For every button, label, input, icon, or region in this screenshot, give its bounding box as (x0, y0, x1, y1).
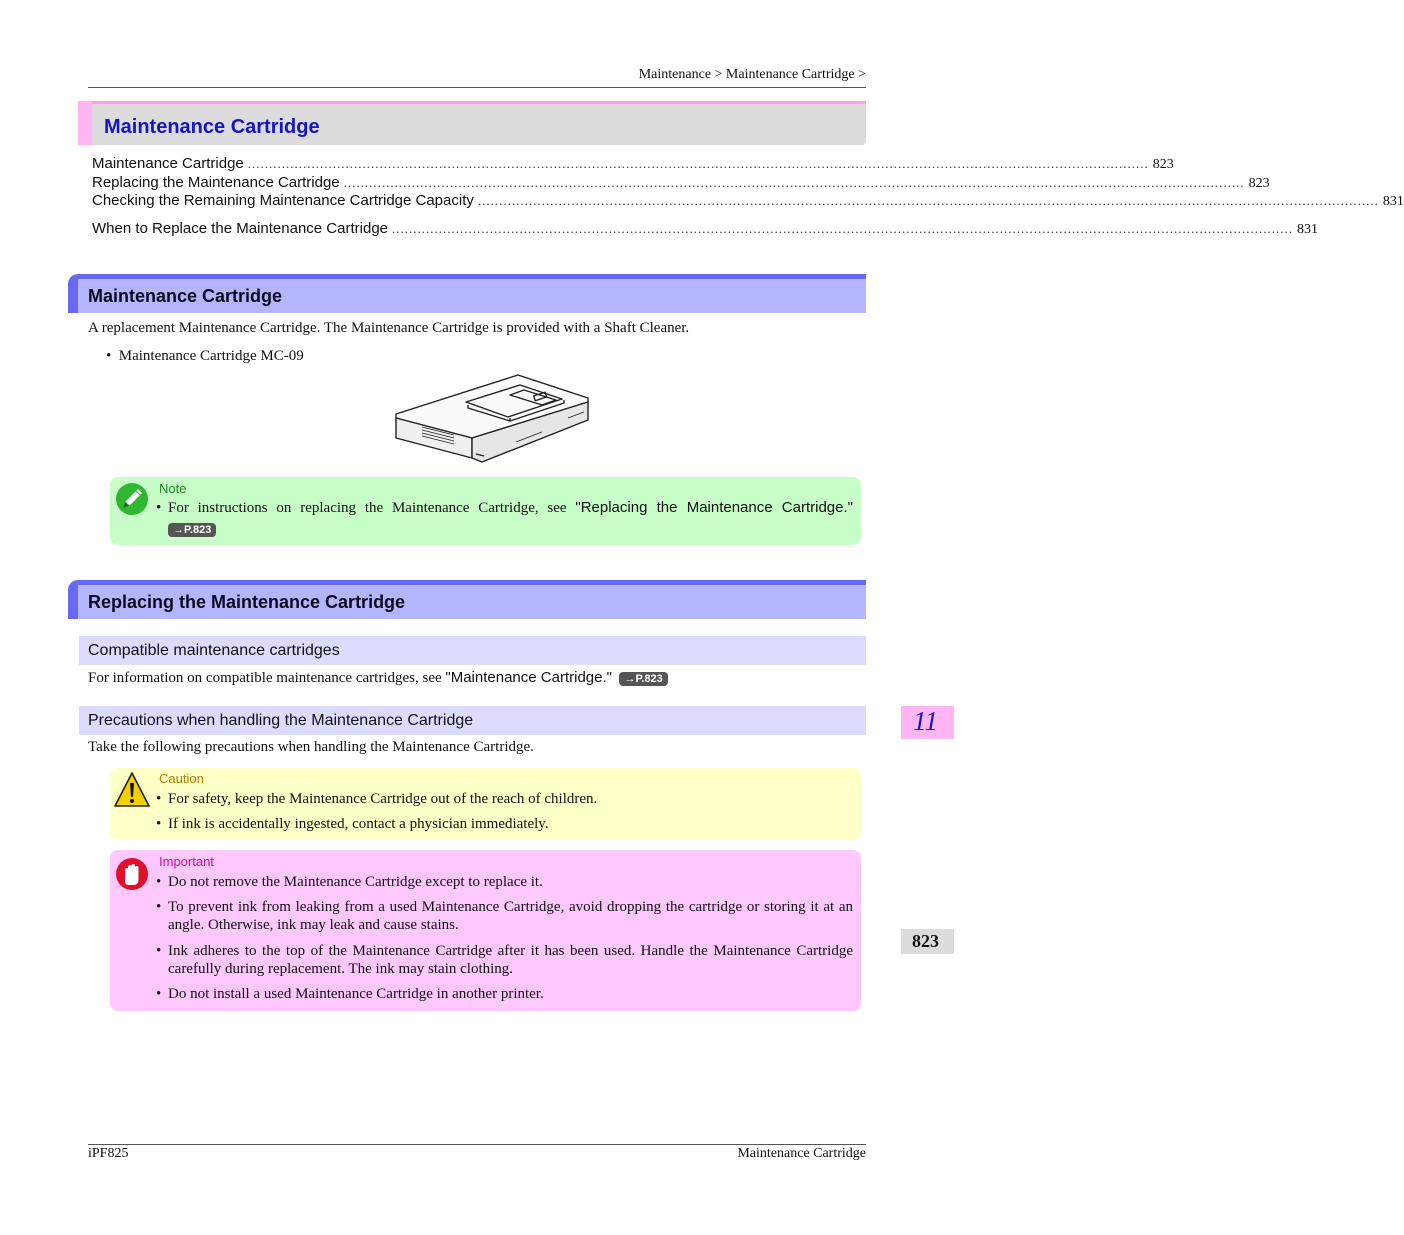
caution-item: • If ink is accidentally ingested, contact a physician immediately. (156, 815, 853, 833)
list-item: • Maintenance Cartridge MC-09 (106, 348, 304, 364)
caution-box (110, 768, 861, 840)
note-text: For instructions on replacing the Maintenance Cartridge, see (168, 500, 576, 516)
page-number: 823 (912, 931, 939, 951)
subsection-heading: Compatible maintenance cartridges (88, 642, 340, 659)
note-item (156, 499, 853, 517)
subsection-text: For information on compatible maintenance cartridges, see "Maintenance Cartridge." →P.823 (88, 669, 668, 687)
toc-entry-title: Checking the Remaining Maintenance Cartridge Capacity (92, 192, 474, 209)
stop-hand-icon (114, 856, 150, 892)
section-heading-bar (68, 580, 866, 619)
toc-entry-title: Maintenance Cartridge (92, 155, 244, 172)
chapter-number: 11 (913, 706, 938, 736)
caution-label: Caution (159, 771, 204, 786)
note-label: Note (159, 481, 187, 496)
toc-entry[interactable]: When to Replace the Maintenance Cartridge .................................................................................................................................................................................................................... 831 (92, 220, 1319, 237)
important-label: Important (159, 854, 214, 869)
toc-entry-title: When to Replace the Maintenance Cartridge (92, 220, 389, 237)
toc-entry-page: 823 (1248, 176, 1270, 191)
section-heading: Maintenance Cartridge (88, 286, 283, 306)
pencil-note-icon (114, 481, 150, 517)
toc-entry-title: Replacing the Maintenance Cartridge (92, 174, 340, 191)
important-item: • Do not install a used Maintenance Cartridge in another printer. (156, 985, 853, 1003)
toc-entry[interactable]: Replacing the Maintenance Cartridge .................................................................................................................................................................................................................... 823 (92, 174, 1270, 191)
important-item: • Ink adheres to the top of the Maintenance Cartridge after it has been used. Handle the Maintenance Cartridge carefully during replacement. The ink may stain clothing. (156, 942, 853, 978)
caution-item: • For safety, keep the Maintenance Cartridge out of the reach of children. (156, 790, 853, 808)
toc-entry-page: 831 (1297, 222, 1319, 237)
cross-reference-link[interactable]: "Maintenance Cartridge." (445, 669, 612, 686)
header-divider (88, 87, 866, 88)
toc-entry-page: 823 (1152, 157, 1174, 172)
important-box (110, 850, 861, 1011)
footer-section: Maintenance Cartridge (737, 1146, 866, 1161)
page-number-tab (901, 929, 954, 954)
note-link[interactable]: "Replacing the Maintenance Cartridge." (575, 499, 853, 516)
list-item-text: Maintenance Cartridge MC-09 (118, 348, 304, 364)
subsection-heading: Precautions when handling the Maintenance Cartridge (88, 712, 474, 729)
toc-entry[interactable]: Checking the Remaining Maintenance Cartridge Capacity .................................................................................................................................................................................................................... 831 (92, 192, 1404, 209)
section-heading-bar (68, 274, 866, 313)
subsection-heading-bar (79, 706, 866, 735)
footer-model: iPF825 (88, 1146, 129, 1161)
chapter-number-tab[interactable] (901, 706, 954, 739)
toc-entry[interactable]: Maintenance Cartridge .................................................................................................................................................................................................................... 823 (92, 155, 1174, 172)
footer-divider (88, 1144, 866, 1145)
note-box (110, 477, 861, 545)
page-ref-badge[interactable]: →P.823 (168, 521, 216, 539)
subsection-heading-bar (79, 636, 866, 665)
toc-entry-page: 831 (1382, 194, 1404, 209)
breadcrumb: Maintenance > Maintenance Cartridge > (638, 67, 866, 82)
maintenance-cartridge-illustration (392, 372, 592, 464)
important-item: • To prevent ink from leaking from a used Maintenance Cartridge, avoid dropping the cartridge or storing it at an angle. Otherwise, ink may leak and cause stains. (156, 898, 853, 934)
chapter-title: Maintenance Cartridge (104, 116, 320, 138)
chapter-title-bar (78, 101, 866, 145)
section-intro: A replacement Maintenance Cartridge. The Maintenance Cartridge is provided with a Shaft Cleaner. (88, 320, 690, 336)
subsection-text: Take the following precautions when handling the Maintenance Cartridge. (88, 739, 534, 755)
warning-triangle-icon (113, 771, 151, 809)
page-ref-badge[interactable]: →P.823 (619, 672, 667, 686)
important-item: • Do not remove the Maintenance Cartridge except to replace it. (156, 873, 853, 891)
section-heading: Replacing the Maintenance Cartridge (88, 592, 406, 612)
